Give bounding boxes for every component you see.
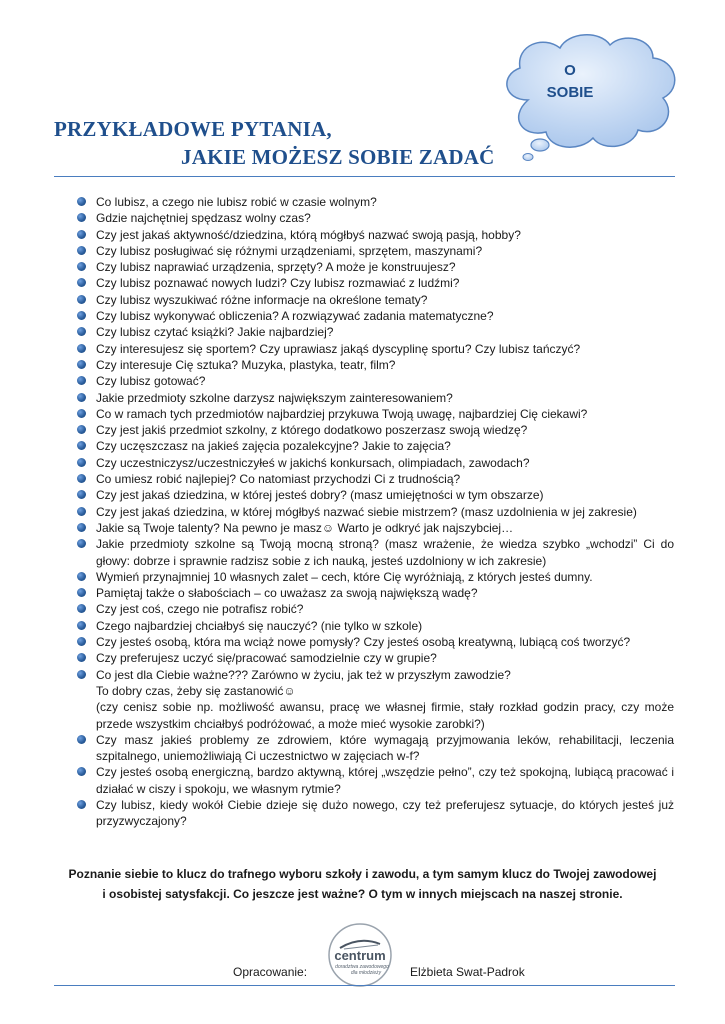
bullet-icon — [77, 327, 86, 336]
list-item: Czy jest jakaś dziedzina, w której mógłbyś nazwać siebie mistrzem? (masz uzdolnienia w jej zakresie) — [96, 504, 674, 520]
list-item: Czy masz jakieś problemy ze zdrowiem, które wymagają przyjmowania leków, rehabilitacji, leczenia szpitalnego, uniemożliwiają Ci uczestnictwo w zajęciach w-f? — [96, 732, 674, 765]
list-item: Czy preferujesz uczyć się/pracować samodzielnie czy w grupie? — [96, 650, 674, 666]
bullet-icon — [77, 474, 86, 483]
bullet-icon — [77, 376, 86, 385]
bullet-icon — [77, 735, 86, 744]
footer-author: Elżbieta Swat-Padrok — [410, 965, 525, 979]
centrum-logo — [322, 922, 398, 988]
bullet-icon — [77, 360, 86, 369]
bullet-icon — [77, 653, 86, 662]
list-item: Czy lubisz wykonywać obliczenia? A rozwiązywać zadania matematyczne? — [96, 308, 674, 324]
logo-name: centrum — [334, 948, 386, 963]
bullet-icon — [77, 441, 86, 450]
list-item: Czy lubisz naprawiać urządzenia, sprzęty? A może je konstruujesz? — [96, 259, 674, 275]
bullet-icon — [77, 507, 86, 516]
cloud-text — [520, 60, 620, 104]
list-item: Czy jest jakiś przedmiot szkolny, z którego dodatkowo poszerzasz swoją wiedzę? — [96, 422, 674, 438]
footer-divider — [54, 985, 675, 986]
list-item: Czy lubisz wyszukiwać różne informacje na określone tematy? — [96, 292, 674, 308]
list-item: Czy jest jakaś aktywność/dziedzina, którą mógłbyś nazwać swoją pasją, hobby? — [96, 227, 674, 243]
bullet-icon — [77, 767, 86, 776]
bullet-icon — [77, 230, 86, 239]
bullet-icon — [77, 637, 86, 646]
list-item: Czy interesuje Cię sztuka? Muzyka, plastyka, teatr, film? — [96, 357, 674, 373]
bullet-icon — [77, 604, 86, 613]
list-item: Czy lubisz, kiedy wokół Ciebie dzieje się dużo nowego, czy też preferujesz sytuacje, do których jesteś już przyzwyczajony? — [96, 797, 674, 830]
footer-label: Opracowanie: — [233, 965, 308, 979]
list-item: Jakie przedmioty szkolne są Twoją mocną stroną? (masz wrażenie, że wiedza szybko „wchodzi” Ci do głowy: dobrze i sprawnie radzisz sobie z ich nauką, jesteś uzdolniony w ich zakresie) — [96, 536, 674, 569]
list-item: Jakie przedmioty szkolne darzysz największym zainteresowaniem? — [96, 390, 674, 406]
logo-sub-2: dla młodzieży — [350, 970, 382, 976]
bullet-icon — [77, 490, 86, 499]
header-divider — [54, 176, 675, 177]
page-title-line-2: JAKIE MOŻESZ SOBIE ZADAĆ — [181, 145, 495, 169]
list-item: Czy jesteś osobą, która ma wciąż nowe pomysły? Czy jesteś osobą kreatywną, lubiącą coś tworzyć? — [96, 634, 674, 650]
bullet-icon — [77, 393, 86, 402]
list-item: Pamiętaj także o słabościach – co uważasz za swoją największą wadę? — [96, 585, 674, 601]
question-list — [96, 194, 674, 830]
list-item: Czy jest coś, czego nie potrafisz robić? — [96, 601, 674, 617]
list-item: Czy lubisz czytać książki? Jakie najbardziej? — [96, 324, 674, 340]
bullet-icon — [77, 197, 86, 206]
list-item-important: Co jest dla Ciebie ważne??? Zarówno w życiu, jak też w przyszłym zawodzie? To dobry czas, żeby się zastanowić☺ (czy cenisz sobie np. możliwość awansu, pracę we własnej firmie, stały rozkład godzin pracy, czy może przede wszystkim chciałbyś podróżować, a może mieć wysokie zarobki?) — [96, 667, 674, 732]
list-item: Co w ramach tych przedmiotów najbardziej przykuwa Twoją uwagę, najbardziej Cię ciekawi? — [96, 406, 674, 422]
list-item: Czy uczestniczysz/uczestniczyłeś w jakichś konkursach, olimpiadach, zawodach? — [96, 455, 674, 471]
bullet-icon — [77, 409, 86, 418]
list-item: Wymień przynajmniej 10 własnych zalet – cech, które Cię wyróżniają, z których jesteś dumny. — [96, 569, 674, 585]
bullet-icon — [77, 588, 86, 597]
list-item: Czy interesujesz się sportem? Czy uprawiasz jakąś dyscyplinę sportu? Czy lubisz tańczyć? — [96, 341, 674, 357]
list-item: Czy lubisz posługiwać się różnymi urządzeniami, sprzętem, maszynami? — [96, 243, 674, 259]
list-item: Co umiesz robić najlepiej? Co natomiast przychodzi Ci z trudnością? — [96, 471, 674, 487]
bullet-icon — [77, 670, 86, 679]
list-item: Czy lubisz gotować? — [96, 373, 674, 389]
bullet-icon — [77, 246, 86, 255]
page-title-line-1: PRZYKŁADOWE PYTANIA, — [54, 117, 332, 141]
list-item: Czy jesteś osobą energiczną, bardzo aktywną, której „wszędzie pełno”, czy też spokojną, lubiącą pracować i działać w ciszy i spokoju, we własnym rytmie? — [96, 764, 674, 797]
summary-text — [60, 864, 665, 904]
bullet-icon — [77, 213, 86, 222]
bullet-icon — [77, 262, 86, 271]
bullet-icon — [77, 539, 86, 548]
list-item: Co lubisz, a czego nie lubisz robić w czasie wolnym? — [96, 194, 674, 210]
cloud-line-1: O — [564, 62, 576, 79]
list-item: Czy jest jakaś dziedzina, w której jesteś dobry? (masz umiejętności w tym obszarze) — [96, 487, 674, 503]
bullet-icon — [77, 295, 86, 304]
logo-sub-1: doradztwa zawodowego — [335, 964, 389, 970]
list-item: Czego najbardziej chciałbyś się nauczyć? (nie tylko w szkole) — [96, 618, 674, 634]
list-item: Czy lubisz poznawać nowych ludzi? Czy lubisz rozmawiać z ludźmi? — [96, 275, 674, 291]
bullet-icon — [77, 523, 86, 532]
bullet-icon — [77, 800, 86, 809]
list-item: Gdzie najchętniej spędzasz wolny czas? — [96, 210, 674, 226]
bullet-icon — [77, 425, 86, 434]
bullet-icon — [77, 458, 86, 467]
bullet-icon — [77, 278, 86, 287]
bullet-icon — [77, 621, 86, 630]
cloud-line-2: SOBIE — [546, 84, 594, 101]
bullet-icon — [77, 344, 86, 353]
list-item: Czy uczęszczasz na jakieś zajęcia pozalekcyjne? Jakie to zajęcia? — [96, 438, 674, 454]
bullet-icon — [77, 311, 86, 320]
summary-line-1: Poznanie siebie to klucz do trafnego wyboru szkoły i zawodu, a tym samym klucz do Twojej zawodowej — [68, 867, 657, 881]
list-item: Jakie są Twoje talenty? Na pewno je masz☺ Warto je odkryć jak najszybciej… — [96, 520, 674, 536]
summary-line-2: i osobistej satysfakcji. Co jeszcze jest ważne? O tym w innych miejscach na naszej stronie. — [102, 887, 623, 901]
bullet-icon — [77, 572, 86, 581]
